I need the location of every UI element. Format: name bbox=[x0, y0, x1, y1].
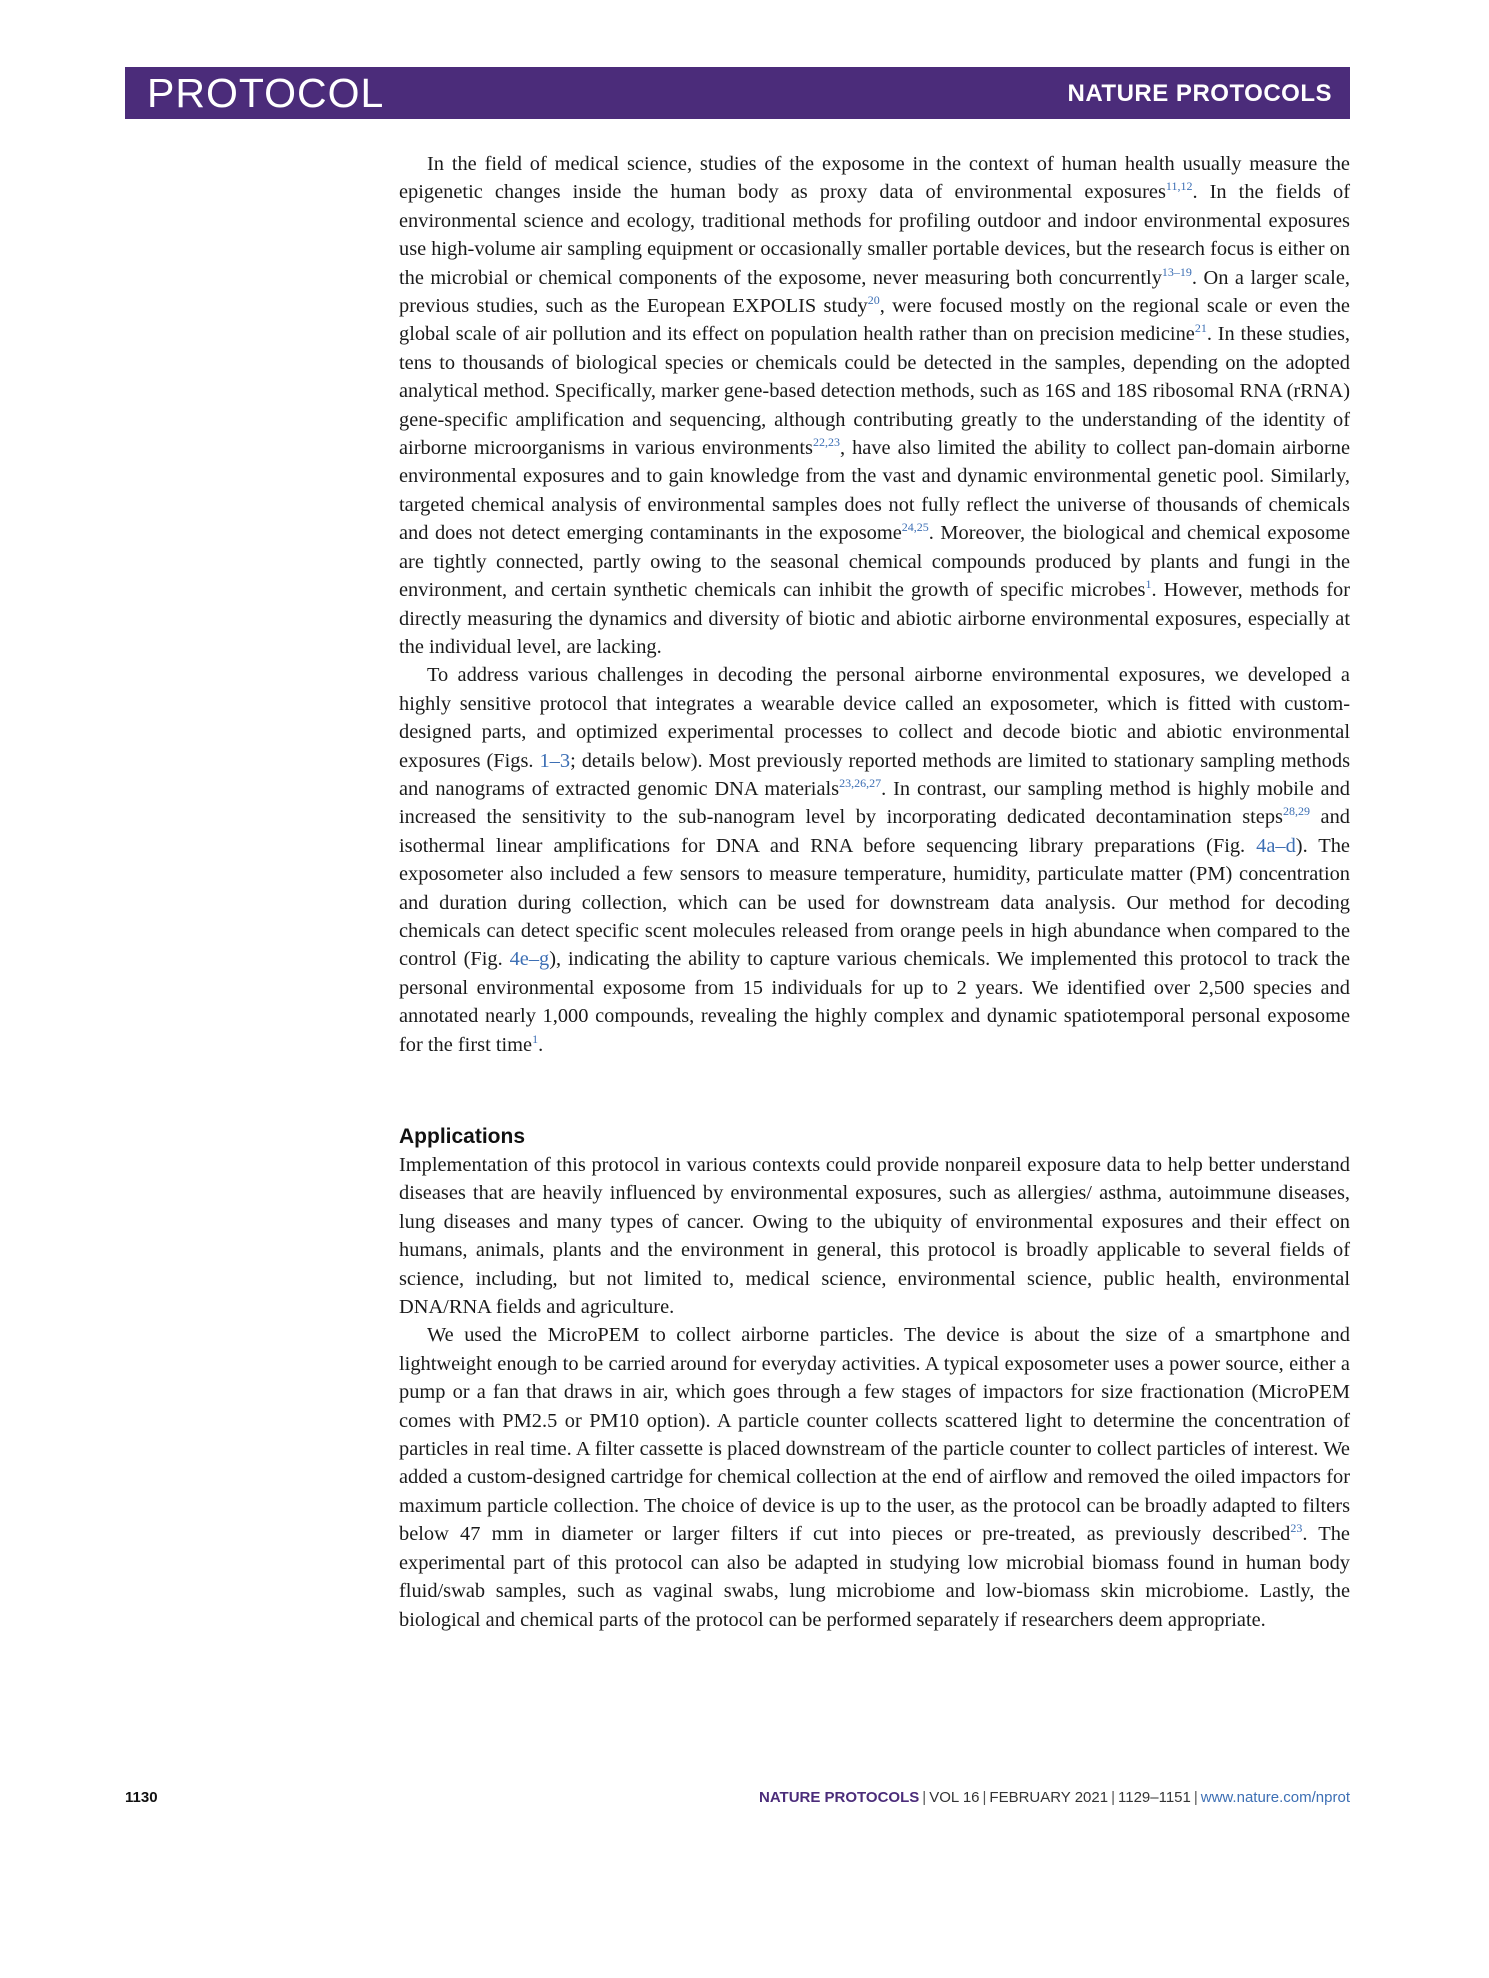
footer-pages: 1129–1151 bbox=[1118, 1789, 1191, 1806]
footer-url[interactable]: www.nature.com/nprot bbox=[1200, 1789, 1350, 1806]
paragraph-applications: Implementation of this protocol in various contexts could provide nonpareil exposure data to help better understand diseases that are heavily influenced by environmental exposures, such as allergies/ asthma, autoimmune diseases, lung diseases and many types of cancer. Owing to the ubiquity of environmental exposures and their effect on humans, animals, plants and the environment in general, this protocol is broadly applicable to several fields of science, including, but not limited to, medical science, environmental science, public health, environmental DNA/RNA fields and agriculture. bbox=[399, 1154, 1350, 1319]
citation-link[interactable]: 21 bbox=[1194, 321, 1207, 336]
figure-link[interactable]: 1–3 bbox=[539, 749, 571, 772]
citation-link[interactable]: 20 bbox=[867, 293, 880, 308]
citation-link[interactable]: 13–19 bbox=[1161, 264, 1192, 279]
section-heading: Applications bbox=[399, 1125, 526, 1148]
citation-link[interactable]: 1 bbox=[532, 1031, 539, 1046]
paragraph-micropem: We used the MicroPEM to collect airborne particles. The device is about the size of a smartphone and lightweight enough to be carried around for everyday activities. A typical exposometer uses a power source, either a pump or a fan that draws in air, which goes through a few stages of impactors for size fractionation (MicroPEM comes with PM2.5 or PM10 option). A particle counter collects scattered light to determine the concentration of particles in real time. A filter cassette is placed downstream of the particle counter to collect particles of interest. We added a custom-designed cartridge for chemical collection at the end of airflow and removed the oiled impactors for maximum particle collection. The choice of device is up to the user, as the protocol can be broadly adapted to filters below 47 mm in diameter or larger filters if cut into pieces or pre-treated, as previously described$^{23}$. The experimental part of this protocol can also be adapted in studying low microbial biomass found in human body fluid/swab samples, such as vaginal swabs, lung microbiome and low-biomass skin microbiome. Lastly, the biological and chemical parts of the protocol can be performed separately if researchers deem appropriate. bbox=[399, 1324, 1350, 1631]
paragraph-exposome-background: In the field of medical science, studies of the exposome in the context of human health usually measure the epigenetic changes inside the human body as proxy data of environmental exposures$^{11,12}$. In the fields of environmental science and ecology, traditional methods for profiling outdoor and indoor environmental exposures use high-volume air sampling equipment or occasionally smaller portable devices, but the research focus is either on the microbial or chemical components of the exposome, never measuring both concurrently$^{13-19}$. On a larger scale, previous studies, such as the European EXPOLIS study$^{20}$, were focused mostly on the regional scale or even the global scale of air pollution and its effect on population health rather than on precision medicine$^{21}$. In these studies, tens to thousands of biological species or chemicals could be detected in the samples, depending on the adopted analytical method. Specifically, marker gene-based detection methods, such as 16S and 18S ribosomal RNA (rRNA) gene-specific amplification and sequencing, although contributing greatly to the understanding of the identity of airborne microorganisms in various environments$^{22,23}$, have also limited the ability to collect pan-domain airborne environmental exposures and to gain knowledge from the vast and dynamic environmental genetic pool. Similarly, targeted chemical analysis of environmental samples does not fully reflect the universe of thousands of chemicals and does not detect emerging contaminants in the exposome$^{24,25}$. Moreover, the biological and chemical exposome are tightly connected, partly owing to the seasonal chemical compounds produced by plants and fungi in the environment, and certain synthetic chemicals can inhibit the growth of specific microbes$^1$. However, methods for directly measuring the dynamics and diversity of biotic and abiotic airborne environmental exposures, especially at the individual level, are lacking. bbox=[399, 153, 1350, 658]
article-body bbox=[399, 150, 1350, 1634]
figure-link[interactable]: 4e–g bbox=[509, 948, 550, 971]
footer-date: FEBRUARY 2021 bbox=[989, 1789, 1109, 1806]
citation-link[interactable]: 11,12 bbox=[1165, 179, 1193, 194]
page-number: 1130 bbox=[125, 1789, 158, 1806]
citation-link[interactable]: 24,25 bbox=[901, 520, 929, 535]
citation-link[interactable]: 23 bbox=[1290, 1521, 1303, 1536]
footer-journal: NATURE PROTOCOLS bbox=[758, 1789, 920, 1806]
citation-link[interactable]: 1 bbox=[1145, 577, 1152, 592]
citation-link[interactable]: 22,23 bbox=[812, 435, 840, 450]
figure-link[interactable]: 4a–d bbox=[1256, 834, 1296, 857]
applications-section bbox=[399, 1123, 1350, 1634]
page-header bbox=[125, 67, 1350, 119]
citation-link[interactable]: 23,26,27 bbox=[839, 776, 882, 791]
footer-volume: VOL 16 bbox=[929, 1789, 980, 1806]
journal-name: NATURE PROTOCOLS bbox=[1067, 80, 1332, 107]
citation-link[interactable]: 28,29 bbox=[1282, 804, 1310, 819]
section-label: PROTOCOL bbox=[147, 70, 385, 116]
footer-citation: NATURE PROTOCOLS | VOL 16 | FEBRUARY 2021 | 1129–1151 | www.nature.com/nprot bbox=[758, 1789, 1350, 1806]
paragraph-protocol-overview: To address various challenges in decoding the personal airborne environmental exposures, we developed a highly sensitive protocol that integrates a wearable device called an exposometer, which is fitted with custom-designed parts, and optimized experimental processes to collect and decode biotic and abiotic environmental exposures (Figs. 1–3; details below). Most previously reported methods are limited to stationary sampling methods and nanograms of extracted genomic DNA materials$^{23,26,27}$. In contrast, our sampling method is highly mobile and increased the sensitivity to the sub-nanogram level by incorporating dedicated decontamination steps$^{28,29}$ and isothermal linear amplifications for DNA and RNA before sequencing library preparations (Fig. 4a–d). The exposometer also included a few sensors to measure temperature, humidity, particulate matter (PM) concentration and duration during collection, which can be used for downstream data analysis. Our method for decoding chemicals can detect specific scent molecules released from orange peels in high abundance when compared to the control (Fig. 4e–g), indicating the ability to capture various chemicals. We implemented this protocol to track the personal environmental exposome from 15 individuals for up to 2 years. We identified over 2,500 species and annotated nearly 1,000 compounds, revealing the highly complex and dynamic spatiotemporal personal exposome for the first time$^1$. bbox=[399, 664, 1351, 1056]
